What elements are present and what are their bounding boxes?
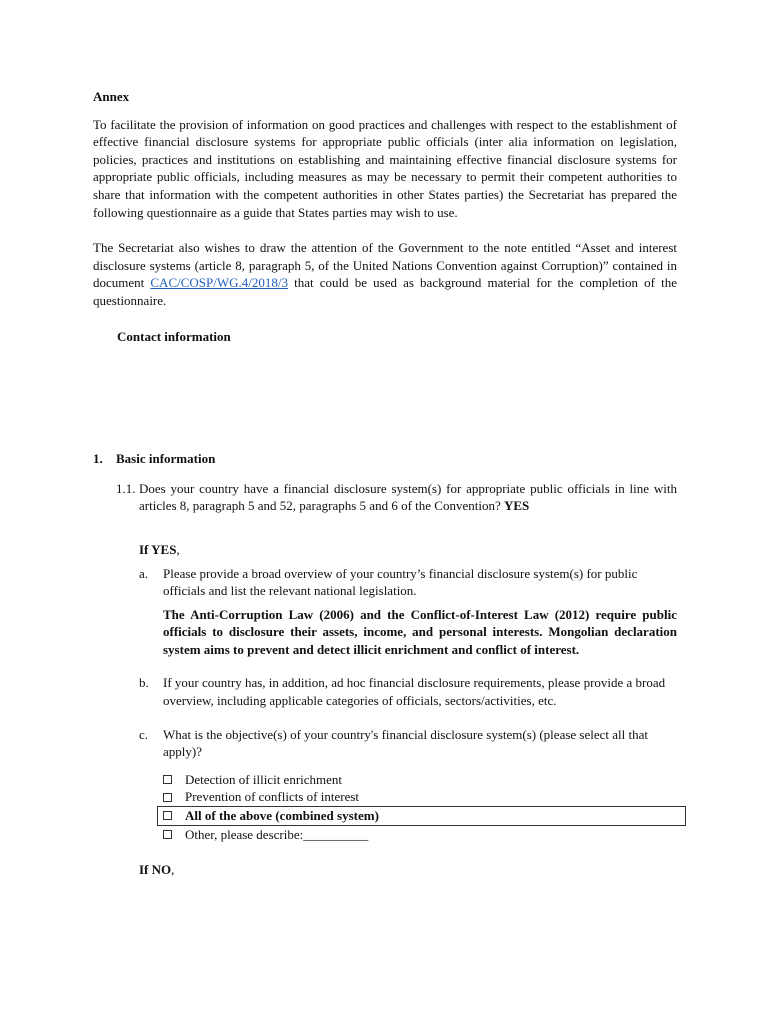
if-no-label [139, 861, 677, 879]
section-heading [93, 450, 677, 468]
sub-question-c [93, 726, 677, 761]
option-label: Detection of illicit enrichment [185, 771, 343, 787]
secretariat-paragraph [93, 239, 677, 309]
option-label: All of the above (combined system) [185, 808, 379, 824]
document-page [93, 88, 677, 879]
if-no-comma: , [171, 862, 175, 878]
intro-paragraph: To facilitate the provision of information on good practices and challenges with respect to the establishment of effective financial disclosure systems for appropriate public officials (inter alia information on legislation, policies, practices and institutions on establishing and maintaining effective financial disclosure systems for appropriate public officials, including measures as may be necessary to permit their competent authorities to share that information with the competent authorities in other States parties) the Secretariat has prepared the following questionnaire as a guide that States parties may wish to use. [93, 116, 677, 220]
sub-question-text: What is the objective(s) of your country's financial disclosure system(s) (please select all that apply)? [163, 726, 648, 760]
option-combined-system[interactable] [157, 806, 686, 826]
objective-checklist [163, 771, 677, 843]
secretariat-text-start: The Secretariat also wishes to draw the attention of the Government to the note entitled “Asset and interest disclosure systems (article 8, paragraph 5, of the United Nations Convention against Corruption)” contained in document [93, 240, 677, 291]
if-yes-text: If YES [139, 541, 177, 557]
sub-question-b [93, 674, 677, 709]
answer-a: The Anti-Corruption Law (2006) and the Conflict-of-Interest Law (2012) require public officials to disclosure their assets, income, and personal interests. Mongolian declaration system aims to prevent and detect illicit enrichment and conflict of interest. [163, 606, 677, 657]
question-1-1-answer: YES [503, 498, 530, 514]
option-label: Prevention of conflicts of interest [185, 789, 360, 805]
if-yes-comma: , [176, 541, 180, 557]
section-title: Basic information [116, 451, 216, 467]
sub-question-a [93, 565, 677, 600]
option-other[interactable] [163, 826, 677, 844]
sub-question-letter: b. [139, 675, 149, 691]
option-conflicts-of-interest[interactable] [163, 788, 677, 806]
checkbox-icon[interactable] [163, 830, 172, 839]
option-illicit-enrichment[interactable] [163, 771, 677, 789]
sub-question-text: If your country has, in addition, ad hoc financial disclosure requirements, please provide a broad overview, including applicable categories of officials, sectors/activities, etc. [163, 675, 666, 709]
checkbox-icon[interactable] [163, 775, 172, 784]
annex-title: Annex [93, 89, 130, 104]
sub-question-text: Please provide a broad overview of your country’s financial disclosure system(s) for public officials and list the relevant national legislation. [163, 565, 638, 599]
question-1-1-text: Does your country have a financial disclosure system(s) for appropriate public officials in line with articles 8, paragraph 5 and 52, paragraphs 5 and 6 of the Convention? [139, 480, 677, 514]
secretariat-text-end: that could be used as background material for the completion of the questionnaire. [93, 275, 677, 308]
if-no-text: If NO [139, 862, 172, 878]
checkbox-icon[interactable] [163, 811, 172, 820]
checkbox-icon[interactable] [163, 793, 172, 802]
sub-question-letter: a. [139, 565, 149, 581]
document-link[interactable]: CAC/COSP/WG.4/2018/3 [150, 275, 288, 291]
question-text [139, 480, 677, 515]
question-1-1 [93, 480, 677, 515]
contact-information-heading: Contact information [117, 328, 231, 344]
question-number: 1.1. [116, 480, 136, 496]
option-label: Other, please describe:__________ [185, 826, 369, 842]
sub-question-letter: c. [139, 726, 149, 742]
if-yes-label [139, 541, 677, 559]
section-number: 1. [93, 451, 103, 467]
